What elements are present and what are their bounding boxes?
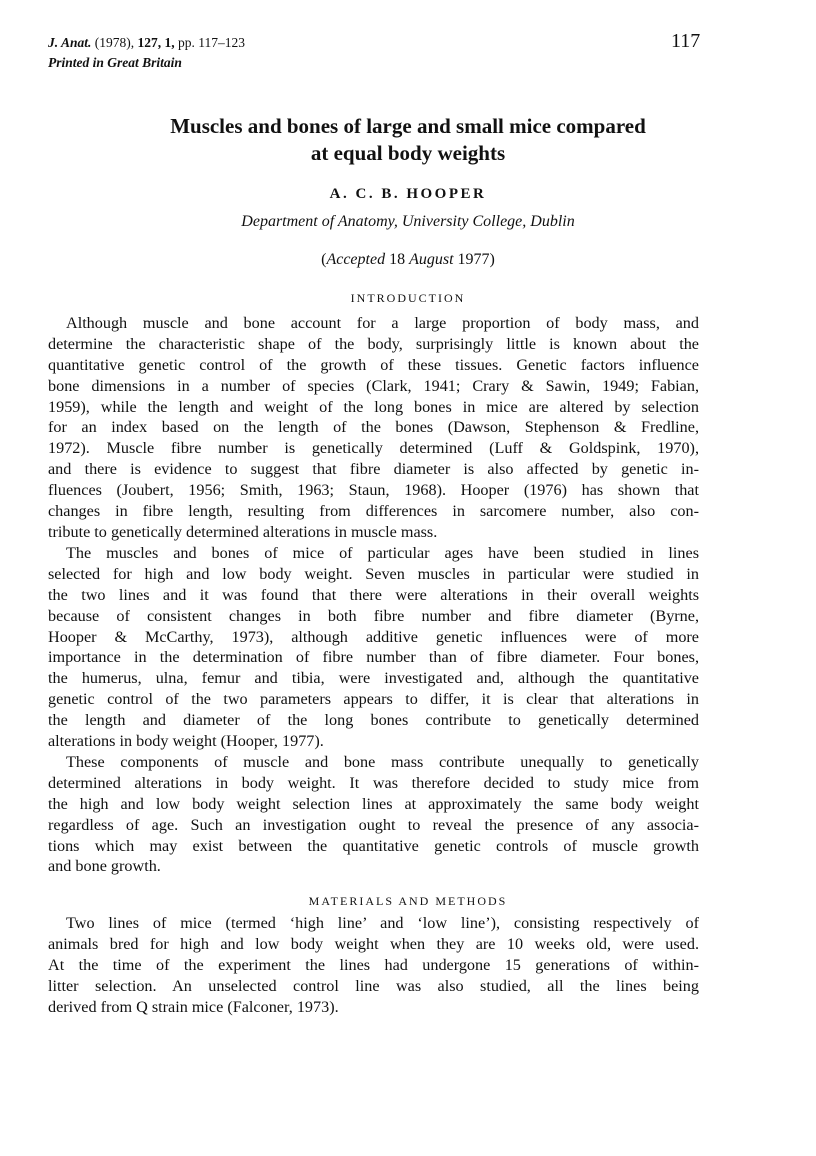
text-line: quantitative genetic control of the growth of these tissues. Genetic factors influence bbox=[48, 355, 699, 374]
journal-year: (1978), bbox=[94, 35, 135, 50]
title-line-2: at equal body weights bbox=[310, 141, 506, 165]
section-heading-materials-methods: MATERIALS AND METHODS bbox=[308, 894, 508, 908]
methods-paragraph-1 bbox=[48, 913, 699, 1017]
text-line: 1959), while the length and weight of the long bones in mice are altered by selection bbox=[48, 397, 699, 416]
author-name: A. C. B. HOOPER bbox=[329, 186, 487, 202]
text-line: for an index based on the length of the bones (Dawson, Stephenson & Fredline, bbox=[48, 418, 699, 437]
intro-paragraph-3 bbox=[48, 752, 699, 877]
text-line: because of consistent changes in both fibre number and fibre diameter (Byrne, bbox=[48, 606, 699, 625]
affiliation: Department of Anatomy, University College, Dublin bbox=[241, 213, 575, 230]
text-line: determine the characteristic shape of the body, surprisingly little is known about the bbox=[48, 334, 699, 353]
paren-open: ( bbox=[321, 251, 327, 268]
text-line: The muscles and bones of mice of particular ages have been studied in lines bbox=[66, 544, 699, 562]
intro-paragraph-1 bbox=[48, 313, 699, 543]
page-range: pp. 117–123 bbox=[178, 35, 246, 50]
text-line: At the time of the experiment the lines had undergone 15 generations of within- bbox=[48, 955, 699, 974]
accepted-month: August bbox=[409, 251, 454, 268]
text-line: Although muscle and bone account for a large proportion of body mass, and bbox=[66, 314, 699, 332]
article-title bbox=[0, 113, 816, 167]
text-line: litter selection. An unselected control line was also studied, all the lines being bbox=[48, 976, 699, 995]
text-line: the length and diameter of the long bones contribute to genetically determined bbox=[48, 711, 699, 730]
text-line: determined alterations in body weight. It was therefore decided to study mice from bbox=[48, 773, 699, 792]
text-line: selected for high and low body weight. Seven muscles in particular were studied in bbox=[48, 564, 699, 583]
text-line: and there is evidence to suggest that fibre diameter is also affected by genetic in- bbox=[48, 460, 699, 479]
title-line-1: Muscles and bones of large and small mice compared bbox=[170, 114, 646, 138]
text-line: the high and low body weight selection lines at approximately the same body weight bbox=[48, 794, 699, 813]
text-line: 1972). Muscle fibre number is genetically determined (Luff & Goldspink, 1970), bbox=[48, 439, 699, 458]
printed-in: Printed in Great Britain bbox=[48, 55, 182, 70]
text-line: Hooper & McCarthy, 1973), although additive genetic influences were of more bbox=[48, 627, 699, 646]
accepted-date bbox=[0, 251, 816, 269]
running-header bbox=[48, 33, 245, 73]
text-line: importance in the determination of fibre number than of fibre diameter. Four bones, bbox=[48, 648, 699, 667]
text-line: bone dimensions in a number of species (Clark, 1941; Crary & Sawin, 1949; Fabian, bbox=[48, 376, 699, 395]
text-line: and bone growth. bbox=[48, 857, 161, 876]
section-heading-introduction: INTRODUCTION bbox=[350, 291, 466, 305]
citation-line bbox=[48, 33, 245, 53]
page-number: 117 bbox=[671, 30, 701, 52]
text-line: fluences (Joubert, 1956; Smith, 1963; Staun, 1968). Hooper (1976) has shown that bbox=[48, 481, 699, 500]
text-line: the humerus, ulna, femur and tibia, were investigated and, although the quantitative bbox=[48, 669, 699, 688]
accepted-day: 18 bbox=[385, 251, 410, 268]
text-line: These components of muscle and bone mass contribute unequally to genetically bbox=[66, 753, 699, 771]
text-line: tribute to genetically determined alterations in muscle mass. bbox=[48, 522, 438, 541]
text-line: genetic control of the two parameters appears to differ, it is clear that alterations in bbox=[48, 690, 699, 709]
accepted-word: Accepted bbox=[326, 251, 386, 268]
accepted-year: 1977) bbox=[453, 251, 495, 268]
text-line: Two lines of mice (termed ‘high line’ and ‘low line’), consisting respectively of bbox=[66, 914, 699, 932]
intro-paragraph-2 bbox=[48, 543, 699, 752]
text-line: changes in fibre length, resulting from differences in sarcomere number, also con- bbox=[48, 502, 699, 521]
text-line: derived from Q strain mice (Falconer, 1973). bbox=[48, 997, 339, 1016]
text-line: animals bred for high and low body weight when they are 10 weeks old, were used. bbox=[48, 934, 699, 953]
volume-issue: 127, 1, bbox=[137, 35, 175, 50]
text-line: tions which may exist between the quantitative genetic controls of muscle growth bbox=[48, 836, 699, 855]
text-line: alterations in body weight (Hooper, 1977). bbox=[48, 732, 324, 751]
journal-name: J. Anat. bbox=[48, 35, 92, 50]
text-line: the two lines and it was found that there were alterations in their overall weights bbox=[48, 585, 699, 604]
text-line: regardless of age. Such an investigation ought to reveal the presence of any associa- bbox=[48, 815, 699, 834]
